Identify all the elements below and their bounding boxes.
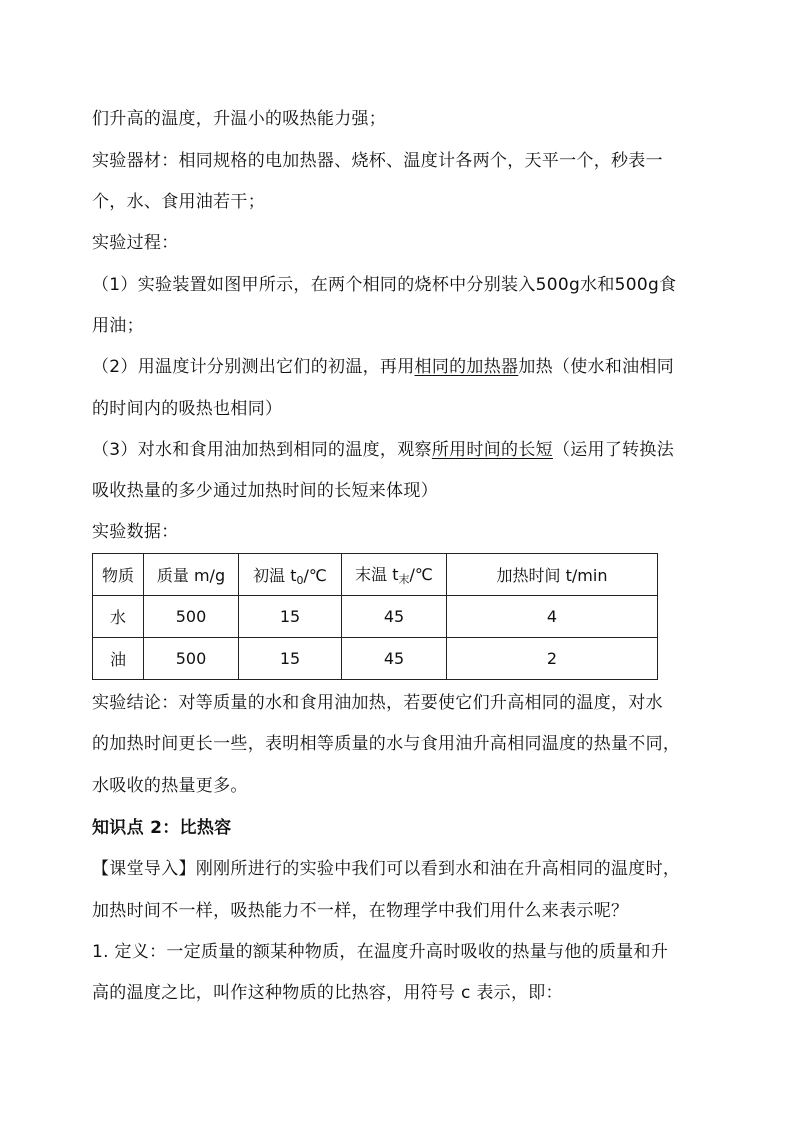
header-cell: 质量 m/g <box>144 554 239 596</box>
table-cell: 2 <box>447 638 658 680</box>
header-cell: 末温 $t_末/℃$ <box>342 554 447 596</box>
paragraph-line: 用油； <box>92 316 144 336</box>
table-row <box>93 596 658 638</box>
paragraph-line: 实验结论：对等质量的水和食用油加热，若要使它们升高相同的温度，对水 <box>92 693 663 713</box>
text-span: 加热（使水和油相同 <box>518 357 675 377</box>
table-cell: 4 <box>447 596 658 638</box>
table-cell: 15 <box>239 596 342 638</box>
underlined-text: 相同的加热器 <box>414 357 519 377</box>
table-cell: 500 <box>144 638 239 680</box>
text-span: （2）用温度计分别测出它们的初温，再用 <box>92 357 415 377</box>
text-span: 刚刚所进行的实验中我们可以看到水和油在升高相同的温度时， <box>195 859 681 879</box>
paragraph-line: 的加热时间更长一些，表明相等质量的水与食用油升高相同温度的热量不同， <box>92 734 681 754</box>
text-span: （运用了转换法 <box>552 440 675 460</box>
paragraph-line: （1）实验装置如图甲所示，在两个相同的烧杯中分别装入500g水和500g食 <box>92 275 677 295</box>
paragraph-line: 1. 定义：一定质量的额某种物质，在温度升高时吸收的热量与他的质量和升 <box>92 942 669 962</box>
paragraph-line: 实验过程： <box>92 233 179 253</box>
table-row <box>93 638 658 680</box>
table-cell: 水 <box>93 596 144 638</box>
paragraph-line: 实验数据： <box>92 522 179 542</box>
paragraph-line: 个，水、食用油若干； <box>92 192 265 212</box>
paragraph-line <box>92 356 674 378</box>
paragraph-line: 实验器材：相同规格的电加热器、烧杯、温度计各两个，天平一个，秒表一 <box>92 151 663 171</box>
header-cell: 物质 <box>93 554 144 596</box>
paragraph-line <box>92 439 674 461</box>
text-span: （3）对水和食用油加热到相同的温度，观察 <box>92 440 432 460</box>
underlined-text: 所用时间的长短 <box>431 440 553 460</box>
paragraph-line: 加热时间不一样，吸热能力不一样，在物理学中我们用什么来表示呢？ <box>92 901 629 921</box>
header-cell: 初温 $t_0/℃$ <box>239 554 342 596</box>
table-cell: 45 <box>342 596 447 638</box>
section-heading: 知识点 2：比热容 <box>92 818 232 838</box>
paragraph-line: 高的温度之比，叫作这种物质的比热容，用符号 c 表示，即： <box>92 983 563 1003</box>
table-cell: 油 <box>93 638 144 680</box>
table-cell: 15 <box>239 638 342 680</box>
paragraph-line <box>92 858 680 880</box>
table-cell: 45 <box>342 638 447 680</box>
paragraph-line: 的时间内的吸热也相同） <box>92 399 283 419</box>
paragraph-line: 们升高的温度，升温小的吸热能力强； <box>92 109 387 129</box>
table-cell: 500 <box>144 596 239 638</box>
table-header-row <box>93 554 658 596</box>
paragraph-line: 水吸收的热量更多。 <box>92 776 248 796</box>
experiment-data-table <box>92 553 658 680</box>
paragraph-line: 吸收热量的多少通过加热时间的长短来体现） <box>92 481 438 501</box>
header-cell: 加热时间 t/min <box>447 554 658 596</box>
intro-label: 【课堂导入】 <box>92 859 196 879</box>
